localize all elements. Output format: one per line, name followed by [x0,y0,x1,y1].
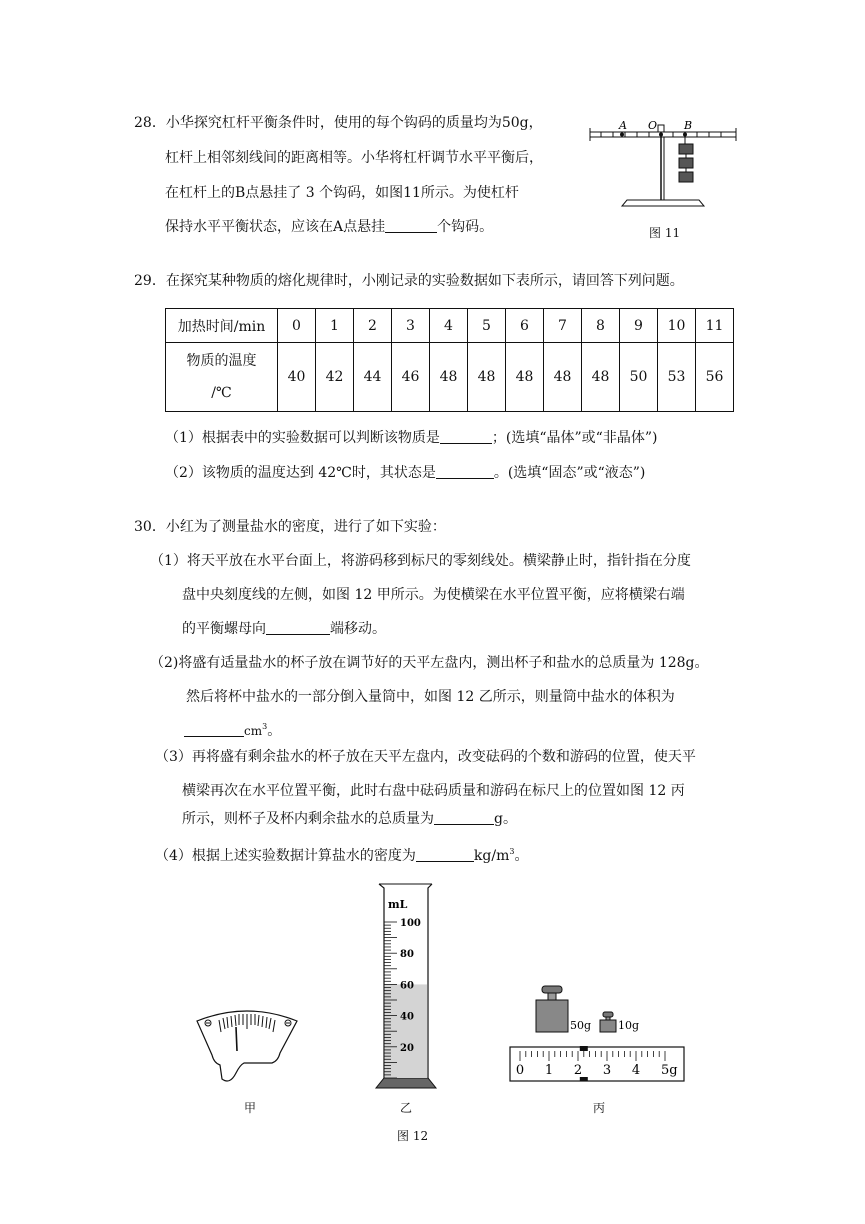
lever-label-o: O [648,119,658,132]
table-cell-temp: 44 [354,343,392,412]
table-header-temperature-line2: /℃ [211,385,232,401]
q29-sub2-text: （2）该物质的温度达到 42℃时，其状态是 [165,465,436,481]
q30-s1-line3-text: 的平衡螺母向 [182,621,266,637]
lever-figure [582,112,742,217]
q29-sub1 [165,427,657,447]
figure-12-label-yi: 乙 [400,1101,413,1115]
q30-s4-end: 。 [514,848,529,864]
q30-s4-unit-sup: 3 [509,847,515,856]
table-cell-time: 4 [430,309,468,343]
figure-12-label-bing: 丙 [593,1101,606,1115]
table-cell-temp: 48 [468,343,506,412]
weight-10g [600,1020,616,1032]
q30-s2-line2: 然后将杯中盐水的一部分倒入量筒中，如图 12 乙所示，则量筒中盐水的体积为 [186,689,675,705]
cylinder-tick-label: 80 [400,949,414,961]
q28-line-4 [165,216,493,236]
weights-and-scale [506,982,696,1086]
scale-label: 2 [573,1063,583,1078]
table-cell-time: 7 [544,309,582,343]
table-cell-time: 9 [620,309,658,343]
table-cell-time: 8 [582,309,620,343]
q30-s3-line2: 横梁再次在水平位置平衡，此时右盘中砝码质量和游码在标尺上的位置如图 12 丙 [182,783,685,799]
q30-s2-line1: （2)将盛有适量盐水的杯子放在调节好的天平左盘内，测出杯子和盐水的总质量为 128g。 [150,655,709,671]
q30-s1-line3 [182,618,386,638]
table-cell-temp: 53 [658,343,696,412]
q29-sub1-suffix: ；(选填“晶体”或“非晶体”) [491,430,658,446]
q30-s3-line3-text: 所示，则杯子及杯内剩余盐水的总质量为 [182,811,434,827]
q30-s1-blank[interactable] [266,620,330,635]
q30-s4-unit: kg/m [473,848,510,864]
q30-s4-text: （4）根据上述实验数据计算盐水的密度为 [155,848,416,864]
table-cell-time: 10 [658,309,696,343]
figure-12-label-jia: 甲 [244,1101,257,1115]
dial-figure [192,1003,302,1087]
table-cell-temp: 48 [430,343,468,412]
cylinder-tick-label: 20 [400,1042,414,1054]
q28-line-4-text: 保持水平平衡状态，应该在A点悬挂 [165,219,386,235]
q30-s4-blank[interactable] [416,847,474,862]
q28-answer-blank[interactable] [385,218,437,233]
q30-s3-blank[interactable] [434,810,494,825]
q30-s4-line [155,845,528,865]
table-cell-temp: 46 [392,343,430,412]
q30-s3-line1: （3）再将盛有剩余盐水的杯子放在天平左盘内，改变砝码的个数和游码的位置，使天平 [155,749,696,765]
scale-label: 3 [602,1063,612,1078]
q30-s1-line2: 盘中央刻度线的左侧，如图 12 甲所示。为使横梁在水平位置平衡，应将横梁右端 [182,587,685,603]
scale-label: 4 [631,1063,641,1078]
cylinder-tick-label: 60 [400,980,414,992]
scale-label: 1 [544,1063,554,1078]
q29-sub1-blank[interactable] [440,429,492,444]
figure-12-caption: 图 12 [397,1129,429,1143]
cylinder-tick-label: 40 [400,1011,414,1023]
weight-50g [536,1000,568,1032]
measuring-cylinder [370,880,442,1092]
table-header-time: 加热时间/min [166,309,278,343]
q29-sub2 [165,462,645,482]
q28-line-1: 28．小华探究杠杆平衡条件时，使用的每个钩码的质量均为50g， [134,115,543,131]
rider-marker [580,1046,588,1051]
q30-stem: 30．小红为了测量盐水的密度，进行了如下实验： [134,519,446,535]
weight-50g-knob [542,986,562,993]
q30-s2-end: 。 [267,723,282,739]
cylinder-unit-label: mL [388,898,408,911]
table-cell-time: 1 [316,309,354,343]
q29-stem: 29．在探究某种物质的熔化规律时，小刚记录的实验数据如下表所示，请回答下列问题。 [134,273,684,289]
rider-scale [510,1047,684,1081]
q30-s1-line3-suffix: 端移动。 [330,621,386,637]
table-cell-temp: 48 [582,343,620,412]
table-cell-time: 11 [696,309,734,343]
q28-line-2: 杠杆上相邻刻线间的距离相等。小华将杠杆调节水平平衡后， [165,150,543,166]
table-header-temperature-line1: 物质的温度 [186,353,257,369]
scale-label: 5g [661,1063,678,1078]
lever-label-a: A [619,119,627,132]
q30-s2-unit-sup: 3 [262,722,268,731]
table-cell-temp: 56 [696,343,734,412]
q29-sub2-suffix: 。(选填“固态”或“液态”) [493,465,646,481]
q30-s2-unit: cm [244,724,263,738]
lever-label-b: B [684,119,693,132]
table-cell-temp: 50 [620,343,658,412]
table-header-temperature [166,343,278,412]
weight-50g-label: 50g [570,1019,592,1032]
figure-11-caption: 图 11 [649,226,681,240]
melting-data-table [165,308,734,412]
table-cell-time: 3 [392,309,430,343]
q28-line-4-suffix: 个钩码。 [437,219,494,235]
scale-label: 0 [515,1063,525,1078]
table-cell-temp: 42 [316,343,354,412]
weight-10g-label: 10g [618,1019,640,1032]
cylinder-tick-label: 100 [400,918,421,929]
q30-s1-line1: （1）将天平放在水平台面上，将游码移到标尺的零刻线处。横梁静止时，指针指在分度 [150,553,691,569]
q30-s3-line3 [182,808,517,828]
table-cell-time: 0 [278,309,316,343]
table-cell-time: 5 [468,309,506,343]
table-cell-temp: 48 [506,343,544,412]
q29-sub2-blank[interactable] [436,464,494,479]
q28-line-3: 在杠杆上的B点悬挂了 3 个钩码，如图11所示。为使杠杆 [165,185,519,201]
table-cell-time: 2 [354,309,392,343]
q30-s3-line3-suffix: g。 [494,811,517,827]
table-cell-temp: 40 [278,343,316,412]
q29-sub1-text: （1）根据表中的实验数据可以判断该物质是 [165,430,440,446]
table-cell-temp: 48 [544,343,582,412]
table-cell-time: 6 [506,309,544,343]
q30-s2-line3 [184,720,281,740]
q30-s2-blank[interactable] [184,722,244,737]
